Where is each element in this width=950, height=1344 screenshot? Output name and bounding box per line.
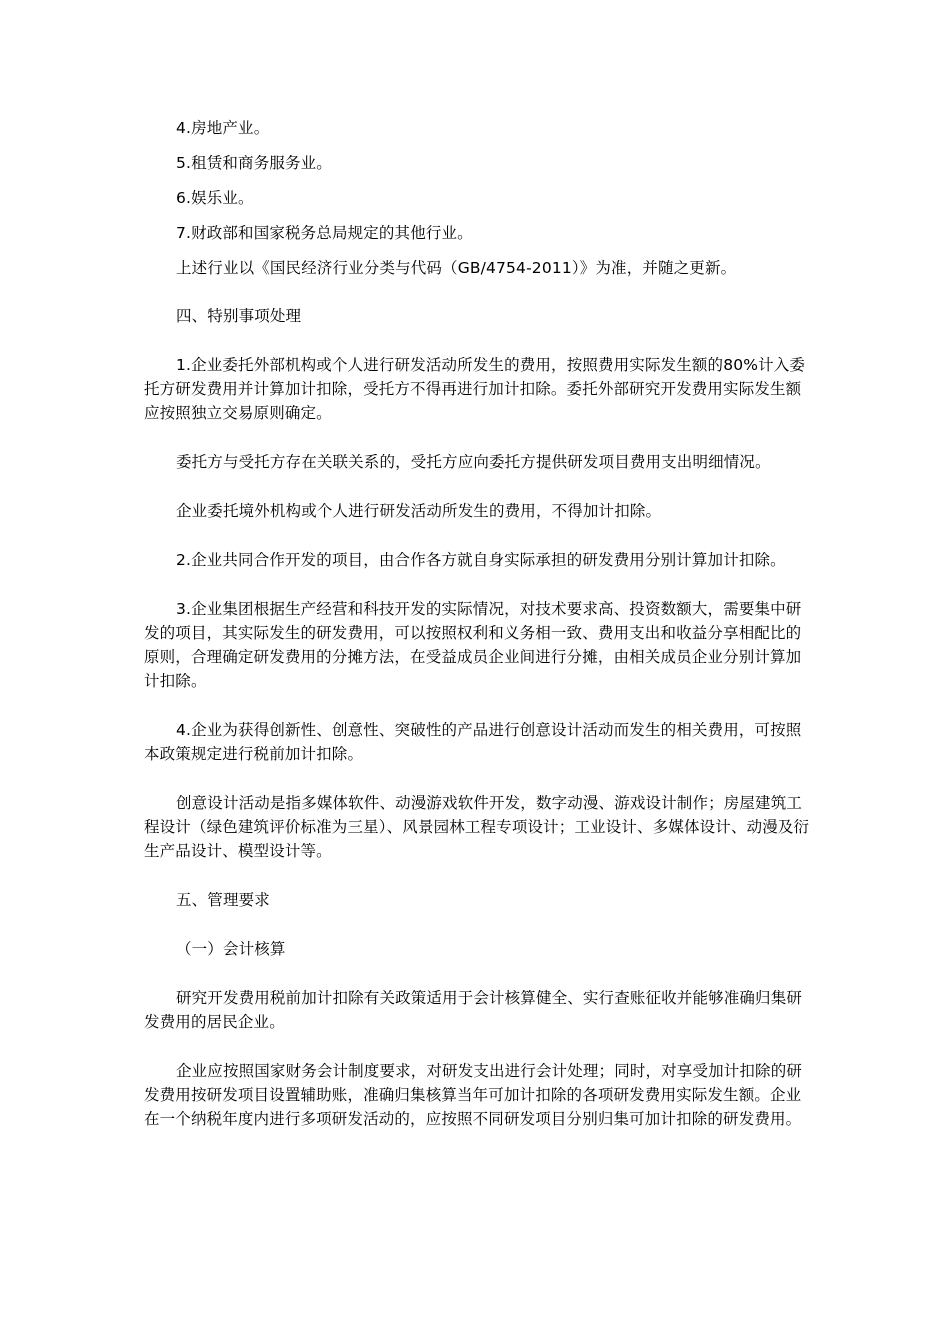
- list-item-entertainment: 6.娱乐业。: [176, 189, 254, 207]
- paragraph-overseas-entrustment: 企业委托境外机构或个人进行研发活动所发生的费用，不得加计扣除。: [176, 502, 662, 520]
- paragraph-joint-development: 2.企业共同合作开发的项目，由合作各方就自身实际承担的研发费用分别计算加计扣除。: [176, 551, 786, 569]
- document-body: [144, 116, 816, 1131]
- list-item-other-industries: 7.财政部和国家税务总局规定的其他行业。: [176, 224, 473, 242]
- paragraph-related-party: 委托方与受托方存在关联关系的，受托方应向委托方提供研发项目费用支出明细情况。: [176, 453, 771, 471]
- list-item-leasing: 5.租赁和商务服务业。: [176, 154, 332, 172]
- list-item-real-estate: 4.房地产业。: [176, 119, 270, 137]
- industry-classification-note: 上述行业以《国民经济行业分类与代码（GB/4754-2011）》为准，并随之更新。: [176, 259, 737, 277]
- section-heading-special-matters: 四、特别事项处理: [176, 307, 302, 325]
- paragraph-group-rd: 3.企业集团根据生产经营和科技开发的实际情况，对技术要求高、投资数额大，需要集中研发的项目，其实际发生的研发费用，可以按照权利和义务相一致、费用支出和收益分享相配比的原则，合理确定研发费用的分摊方法，在受益成员企业间进行分摊，由相关成员企业分别计算加计扣除。: [144, 600, 802, 690]
- subsection-heading-accounting: （一）会计核算: [176, 940, 286, 958]
- paragraph-creative-design-definition: 创意设计活动是指多媒体软件、动漫游戏软件开发，数字动漫、游戏设计制作；房屋建筑工程设计（绿色建筑评价标准为三星）、风景园林工程专项设计；工业设计、多媒体设计、动漫及衍生产品设计、模型设计等。: [144, 794, 810, 860]
- paragraph-accounting-treatment: 企业应按照国家财务会计制度要求，对研发支出进行会计处理；同时，对享受加计扣除的研发费用按研发项目设置辅助账，准确归集核算当年可加计扣除的各项研发费用实际发生额。企业在一个纳税年度内进行多项研发活动的，应按照不同研发项目分别归集可加计扣除的研发费用。: [144, 1062, 803, 1128]
- paragraph-creative-design: 4.企业为获得创新性、创意性、突破性的产品进行创意设计活动而发生的相关费用，可按照本政策规定进行税前加计扣除。: [144, 721, 802, 763]
- paragraph-entrusted-rd: 1.企业委托外部机构或个人进行研发活动所发生的费用，按照费用实际发生额的80%计入委托方研发费用并计算加计扣除，受托方不得再进行加计扣除。委托外部研究开发费用实际发生额应按照独立交易原则确定。: [144, 356, 806, 422]
- paragraph-applicable-enterprises: 研究开发费用税前加计扣除有关政策适用于会计核算健全、实行查账征收并能够准确归集研发费用的居民企业。: [144, 989, 803, 1031]
- section-heading-management: 五、管理要求: [176, 891, 270, 909]
